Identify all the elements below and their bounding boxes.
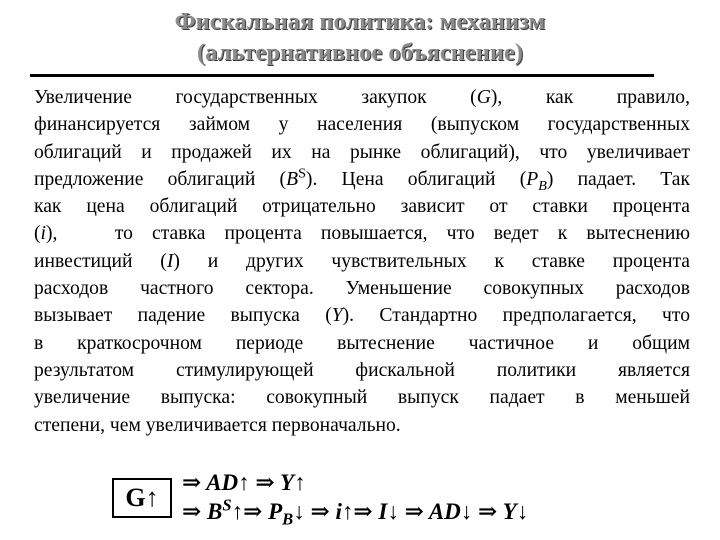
government-spending-box: G↑ <box>112 478 172 518</box>
text-line-9: вызывает падение выпуска (Y). Стандартно предполагается, что <box>34 305 690 327</box>
scheme-investment-down: I↓ <box>378 499 399 524</box>
scheme-y-down: Y↓ <box>502 499 529 524</box>
implies-symbol: ⇒ <box>182 470 202 495</box>
title-line-1: Фискальная политика: механизм <box>174 8 546 35</box>
slide-title <box>0 6 720 68</box>
text-line-4: предложение облигаций $(B^S)$. Цена облигаций $(P_B)$ падает. Так <box>34 165 691 194</box>
text-line-3: облигаций и продажей их на рынке облигаций), что увеличивает <box>34 141 690 163</box>
scheme-ad-down: AD↓ <box>428 499 473 524</box>
scheme-bond-price-down: $P_B↓$ <box>268 499 305 529</box>
implies-symbol: ⇒ <box>255 470 275 495</box>
text-line-6: (i), то ставка процента повышается, что ведет к вытеснению <box>34 223 690 245</box>
title-line-2: (альтернативное объяснение) <box>197 39 523 66</box>
implies-symbol: ⇒ <box>243 499 263 524</box>
text-line-13: степени, чем увеличивается первоначально. <box>34 414 401 436</box>
scheme-ad-up: AD↑ <box>206 470 250 495</box>
text-line-11: результатом стимулирующей фискальной политики является <box>34 359 690 381</box>
scheme-row-crowding-out <box>182 495 529 529</box>
title-divider <box>30 74 654 77</box>
scheme-bond-supply-up: $B^S↑$ <box>207 495 244 524</box>
implies-symbol: ⇒ <box>353 499 373 524</box>
scheme-interest-up: i↑ <box>335 499 354 524</box>
implies-symbol: ⇒ <box>310 499 330 524</box>
text-line-10: в краткосрочном периоде вытеснение частичное и общим <box>34 332 690 354</box>
text-line-7: инвестиций (I) и других чувствительных к ставке процента <box>34 250 691 272</box>
implies-symbol: ⇒ <box>404 499 424 524</box>
explanation-paragraph <box>34 84 690 439</box>
implies-symbol: ⇒ <box>478 499 498 524</box>
text-line-12: увеличение выпуска: совокупный выпуск падает в меньшей <box>34 387 690 409</box>
text-line-5: как цена облигаций отрицательно зависит от ставки процента <box>34 196 690 218</box>
text-line-1: Увеличение государственных закупок (G), как правило, <box>34 87 690 108</box>
scheme-row-aggregate-demand <box>182 469 306 497</box>
text-line-2: финансируется займом у населения (выпуском государственных <box>34 114 690 136</box>
text-line-8: расходов частного сектора. Уменьшение совокупных расходов <box>34 278 690 300</box>
scheme-y-up: Y↑ <box>280 470 306 495</box>
implies-symbol: ⇒ <box>182 499 202 524</box>
